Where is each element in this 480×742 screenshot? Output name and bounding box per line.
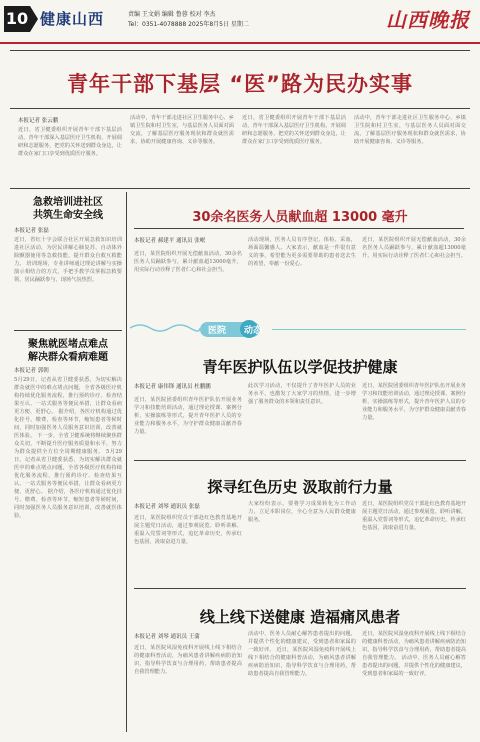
paragraph: 近日，某医院风湿免疫科开展线上线下相结合的健康科普活动，为痛风患者讲解疾病防治知识，指导科学饮食与合理用药，帮助患者提高自我管理能力。: [248, 647, 356, 677]
article-body: [134, 644, 242, 734]
byline: 本报记者 康伟锋 通讯员 杜鹏鹏: [134, 384, 211, 390]
byline: 本报记者 郝建平 通讯员 张岷: [134, 238, 206, 244]
article-title: 急救培训进社区 共筑生命安全线: [33, 197, 103, 221]
article-body: [248, 236, 356, 320]
article-title: 线上线下送健康 造福痛风患者: [199, 608, 401, 626]
paragraph: 活动中，青年干部走进社区卫生服务中心、乡镇卫生院和村卫生室，与基层医务人员面对面交流，了解基层医疗服务现状和群众就医需求，协助开展健康咨询、义诊等服务。: [354, 115, 466, 145]
editor-line: 责编 王文娟 编辑 鲁蓉 校对 李杰: [128, 11, 216, 18]
article-body: [362, 236, 466, 320]
paragraph: 近日，某医院团委组织青年医护队伍开展业务学习和技能培训活动，通过理论授课、案例分析、实操演练等形式，提升青年医护人员的专业能力和服务水平，为守护群众健康贡献青春力量。: [134, 397, 242, 435]
paragraph: 培训现场，专业讲师通过理论讲解与实操演示相结合的方式，手把手教学员掌握急救要领，居民踊跃参与，现场气氛热烈。: [14, 261, 122, 283]
article-title: 30余名医务人员献血超 13000 毫升: [192, 210, 408, 225]
divider: [134, 588, 466, 589]
paragraph: 下一步，全省卫健系统将继续聚焦群众关切，不断提升医疗服务质量和水平，努力为群众提供全方位全周期健康服务。: [14, 433, 122, 455]
paragraph: 活动中，医务人员耐心解答患者提出的问题，并提供个性化的健康建议，受到患者和家属的一致好评。: [362, 655, 466, 677]
article-body: [242, 114, 346, 184]
paragraph: 活动中，医务人员耐心解答患者提出的问题，并提供个性化的健康建议，受到患者和家属的一致好评。: [248, 631, 356, 653]
divider: [134, 228, 464, 229]
main-headline: 青年干部下基层 “医”路为民办实事: [67, 72, 413, 96]
article-body: [248, 500, 356, 580]
paragraph: 近日，某医院团委组织青年医护队伍开展业务学习和技能培训活动，通过理论授课、案例分析、实操演练等形式，提升青年医护人员的专业能力和服务水平，为守护群众健康贡献青春力量。: [362, 383, 466, 421]
paragraph: 近日，某医院组织党员干部赴红色教育基地开展主题党日活动，通过参观展览、聆听讲解、重温入党誓词等形式，追忆革命历史，传承红色基因，汲取奋进力量。: [134, 515, 242, 545]
article-body: [18, 126, 122, 184]
paragraph: 近日，某医院组织开展无偿献血活动，30余名医务人员踊跃参与，累计献血超13000毫升，用实际行动诠释了医者仁心和社会担当。: [362, 237, 466, 259]
article-body: [134, 396, 242, 454]
article-body: [248, 382, 356, 454]
paragraph: 5月29日，记者从省卫健委获悉，为切实解决群众就医中的难点堵点问题，全省各级医疗机构持续优化服务流程，推行预约诊疗、检查结果互认、一站式服务等便民举措，让群众看病更方便、更舒心。: [14, 449, 122, 495]
article-body: [362, 382, 466, 454]
divider: [134, 460, 466, 461]
divider: [14, 330, 122, 331]
divider: [10, 188, 470, 189]
paragraph: 5月29日，记者从省卫健委获悉，为切实解决群众就医中的难点堵点问题，全省各级医疗机构持续优化服务流程，推行预约诊疗、检查结果互认、一站式服务等便民举措，让群众看病更方便、更舒心。: [14, 377, 122, 415]
paragraph: 近日，某医院风湿免疫科开展线上线下相结合的健康科普活动，为痛风患者讲解疾病防治知识，指导科学饮食与合理用药，帮助患者提高自我管理能力。: [362, 631, 466, 661]
paragraph: 近日，某医院风湿免疫科开展线上线下相结合的健康科普活动，为痛风患者讲解疾病防治知识，指导科学饮食与合理用药，帮助患者提高自我管理能力。: [134, 645, 242, 675]
date-line: Tel：0351-4078888 2025年8月5日 星期二: [128, 21, 249, 28]
byline: 本报记者 刘琴 通讯员 王蒲: [134, 634, 200, 640]
paragraph: 近日，省卫健委组织开展青年干部下基层活动，青年干部深入基层医疗卫生机构，开展调研和志愿服务，把党的关怀送到群众身边，让群众在家门口享受到优质医疗服务。: [18, 127, 122, 157]
paragraph: 此次学习活动，不仅提升了青年医护人员的业务水平，也激发了大家学习的热情，进一步增强了服务群众的本领和责任意识。: [248, 383, 356, 405]
article-body: [362, 630, 466, 734]
paragraph: 据介绍，各医疗机构通过优化挂号、缴费、检查等环节，缩短患者等候时间，同时加强医务人员服务意识培训，改善就医体验。: [14, 489, 122, 519]
article-body: [14, 376, 122, 732]
newspaper-logo: 山西晚报: [386, 8, 470, 32]
paragraph: 近日，某医院组织开展无偿献血活动，30余名医务人员踊跃参与，累计献血超13000毫升，用实际行动诠释了医者仁心和社会担当。: [134, 251, 242, 273]
byline: 本报记者 郭朝: [14, 368, 49, 374]
section-title: 健康山西: [40, 10, 105, 28]
paragraph: 活动现场，医务人员有序登记、体检、采血，场面温馨感人。大家表示，献血是一件很有意义的事，希望能为更多需要帮助的患者送去生的希望，奉献一份爱心。: [248, 237, 356, 267]
byline: 本报记者 刘琴 通讯员 张磊: [134, 504, 200, 510]
article-title: 聚焦就医堵点难点 解决群众看病难题: [28, 339, 108, 363]
page-number: 10: [4, 6, 30, 32]
article-body: [362, 500, 466, 580]
paragraph: 大家纷纷表示，要将学习成果转化为工作动力，立足本职岗位，全心全意为人民群众健康服务。: [248, 501, 356, 523]
article-title: 青年医护队伍以学促技护健康: [202, 358, 398, 376]
byline: 本报记者 张磊: [14, 228, 49, 234]
paragraph: 近日，某医院组织党员干部赴红色教育基地开展主题党日活动，通过参观展览、聆听讲解、重温入党誓词等形式，追忆革命历史，传承红色基因，汲取奋进力量。: [362, 501, 466, 531]
page-header: [0, 0, 480, 44]
paragraph: 活动中，青年干部走进社区卫生服务中心、乡镇卫生院和村卫生室，与基层医务人员面对面交流，了解基层医疗服务现状和群众就医需求，协助开展健康咨询、义诊等服务。: [130, 115, 234, 145]
article-body: [14, 236, 122, 322]
article-body: [134, 250, 242, 320]
divider: [10, 108, 470, 109]
divider: [10, 50, 470, 51]
article-body: [130, 114, 234, 184]
paragraph: 据介绍，各医疗机构通过优化挂号、缴费、检查等环节，缩短患者等候时间，同时加强医务人员服务意识培训，改善就医体验。: [14, 409, 122, 439]
decorative-wave: [130, 322, 200, 334]
paragraph: 近日，省卫健委组织开展青年干部下基层活动，青年干部深入基层医疗卫生机构，开展调研和志愿服务，把党的关怀送到群众身边，让群众在家门口享受到优质医疗服务。: [242, 115, 346, 145]
paragraph: 近日，省红十字会联合社区开展急救知识培训进社区活动，为居民讲解心肺复苏、自动体外除颤器使用等急救技能，提升群众自救互救能力。: [14, 237, 122, 267]
hospital-news-badge: [200, 318, 266, 340]
badge-left-text: 医院: [208, 326, 227, 336]
article-body: [248, 630, 356, 734]
article-body: [354, 114, 466, 184]
byline: 本报记者 张云鹏: [18, 118, 59, 124]
column-divider: [126, 192, 127, 732]
article-body: [134, 514, 242, 580]
article-title: 探寻红色历史 汲取前行力量: [207, 478, 393, 496]
divider: [272, 329, 466, 330]
badge-right-text: 动态: [244, 326, 263, 336]
